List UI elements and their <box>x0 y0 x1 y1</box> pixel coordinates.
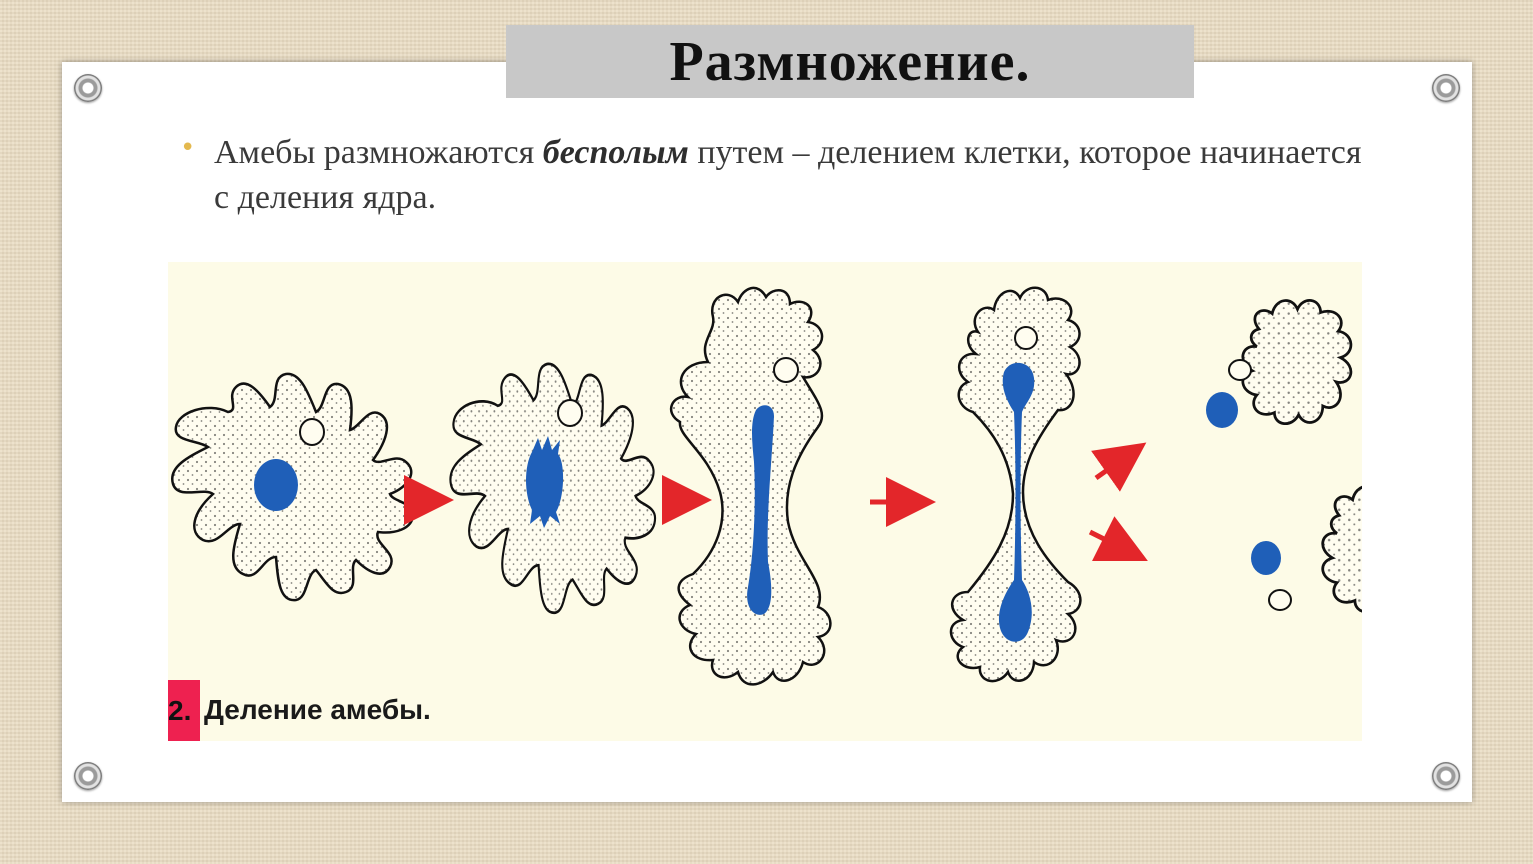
amoeba-stage-4 <box>951 288 1080 681</box>
pin-bottom-left-icon <box>74 762 102 790</box>
pin-bottom-right-icon <box>1432 762 1460 790</box>
amoeba-stage-1 <box>172 374 413 600</box>
amoeba-stage-2 <box>450 364 655 613</box>
arrow-4-icon <box>1096 454 1130 478</box>
bullet-suffix: путем – делением клетки, которое начинается с деления ядра. <box>214 134 1362 216</box>
bullet-emphasis: бесполым <box>542 134 689 171</box>
amoeba-division-figure <box>168 262 1362 741</box>
bullet-prefix: Амебы размножаются <box>214 134 543 171</box>
bullet-text <box>214 130 1364 220</box>
pin-top-right-icon <box>1432 74 1460 102</box>
amoeba-stage-3 <box>671 288 830 684</box>
amoeba-division-illustration <box>168 262 1362 741</box>
daughter-amoeba-bottom <box>1251 486 1362 611</box>
title-banner <box>506 25 1194 98</box>
daughter-amoeba-top <box>1206 300 1351 428</box>
slide-title: Размножение. <box>669 30 1031 93</box>
caption-number: 2. <box>168 680 200 741</box>
arrow-5-icon <box>1090 532 1130 552</box>
pin-top-left-icon <box>74 74 102 102</box>
figure-caption: Деление амебы. <box>204 694 431 725</box>
bullet-icon: • <box>180 133 196 163</box>
